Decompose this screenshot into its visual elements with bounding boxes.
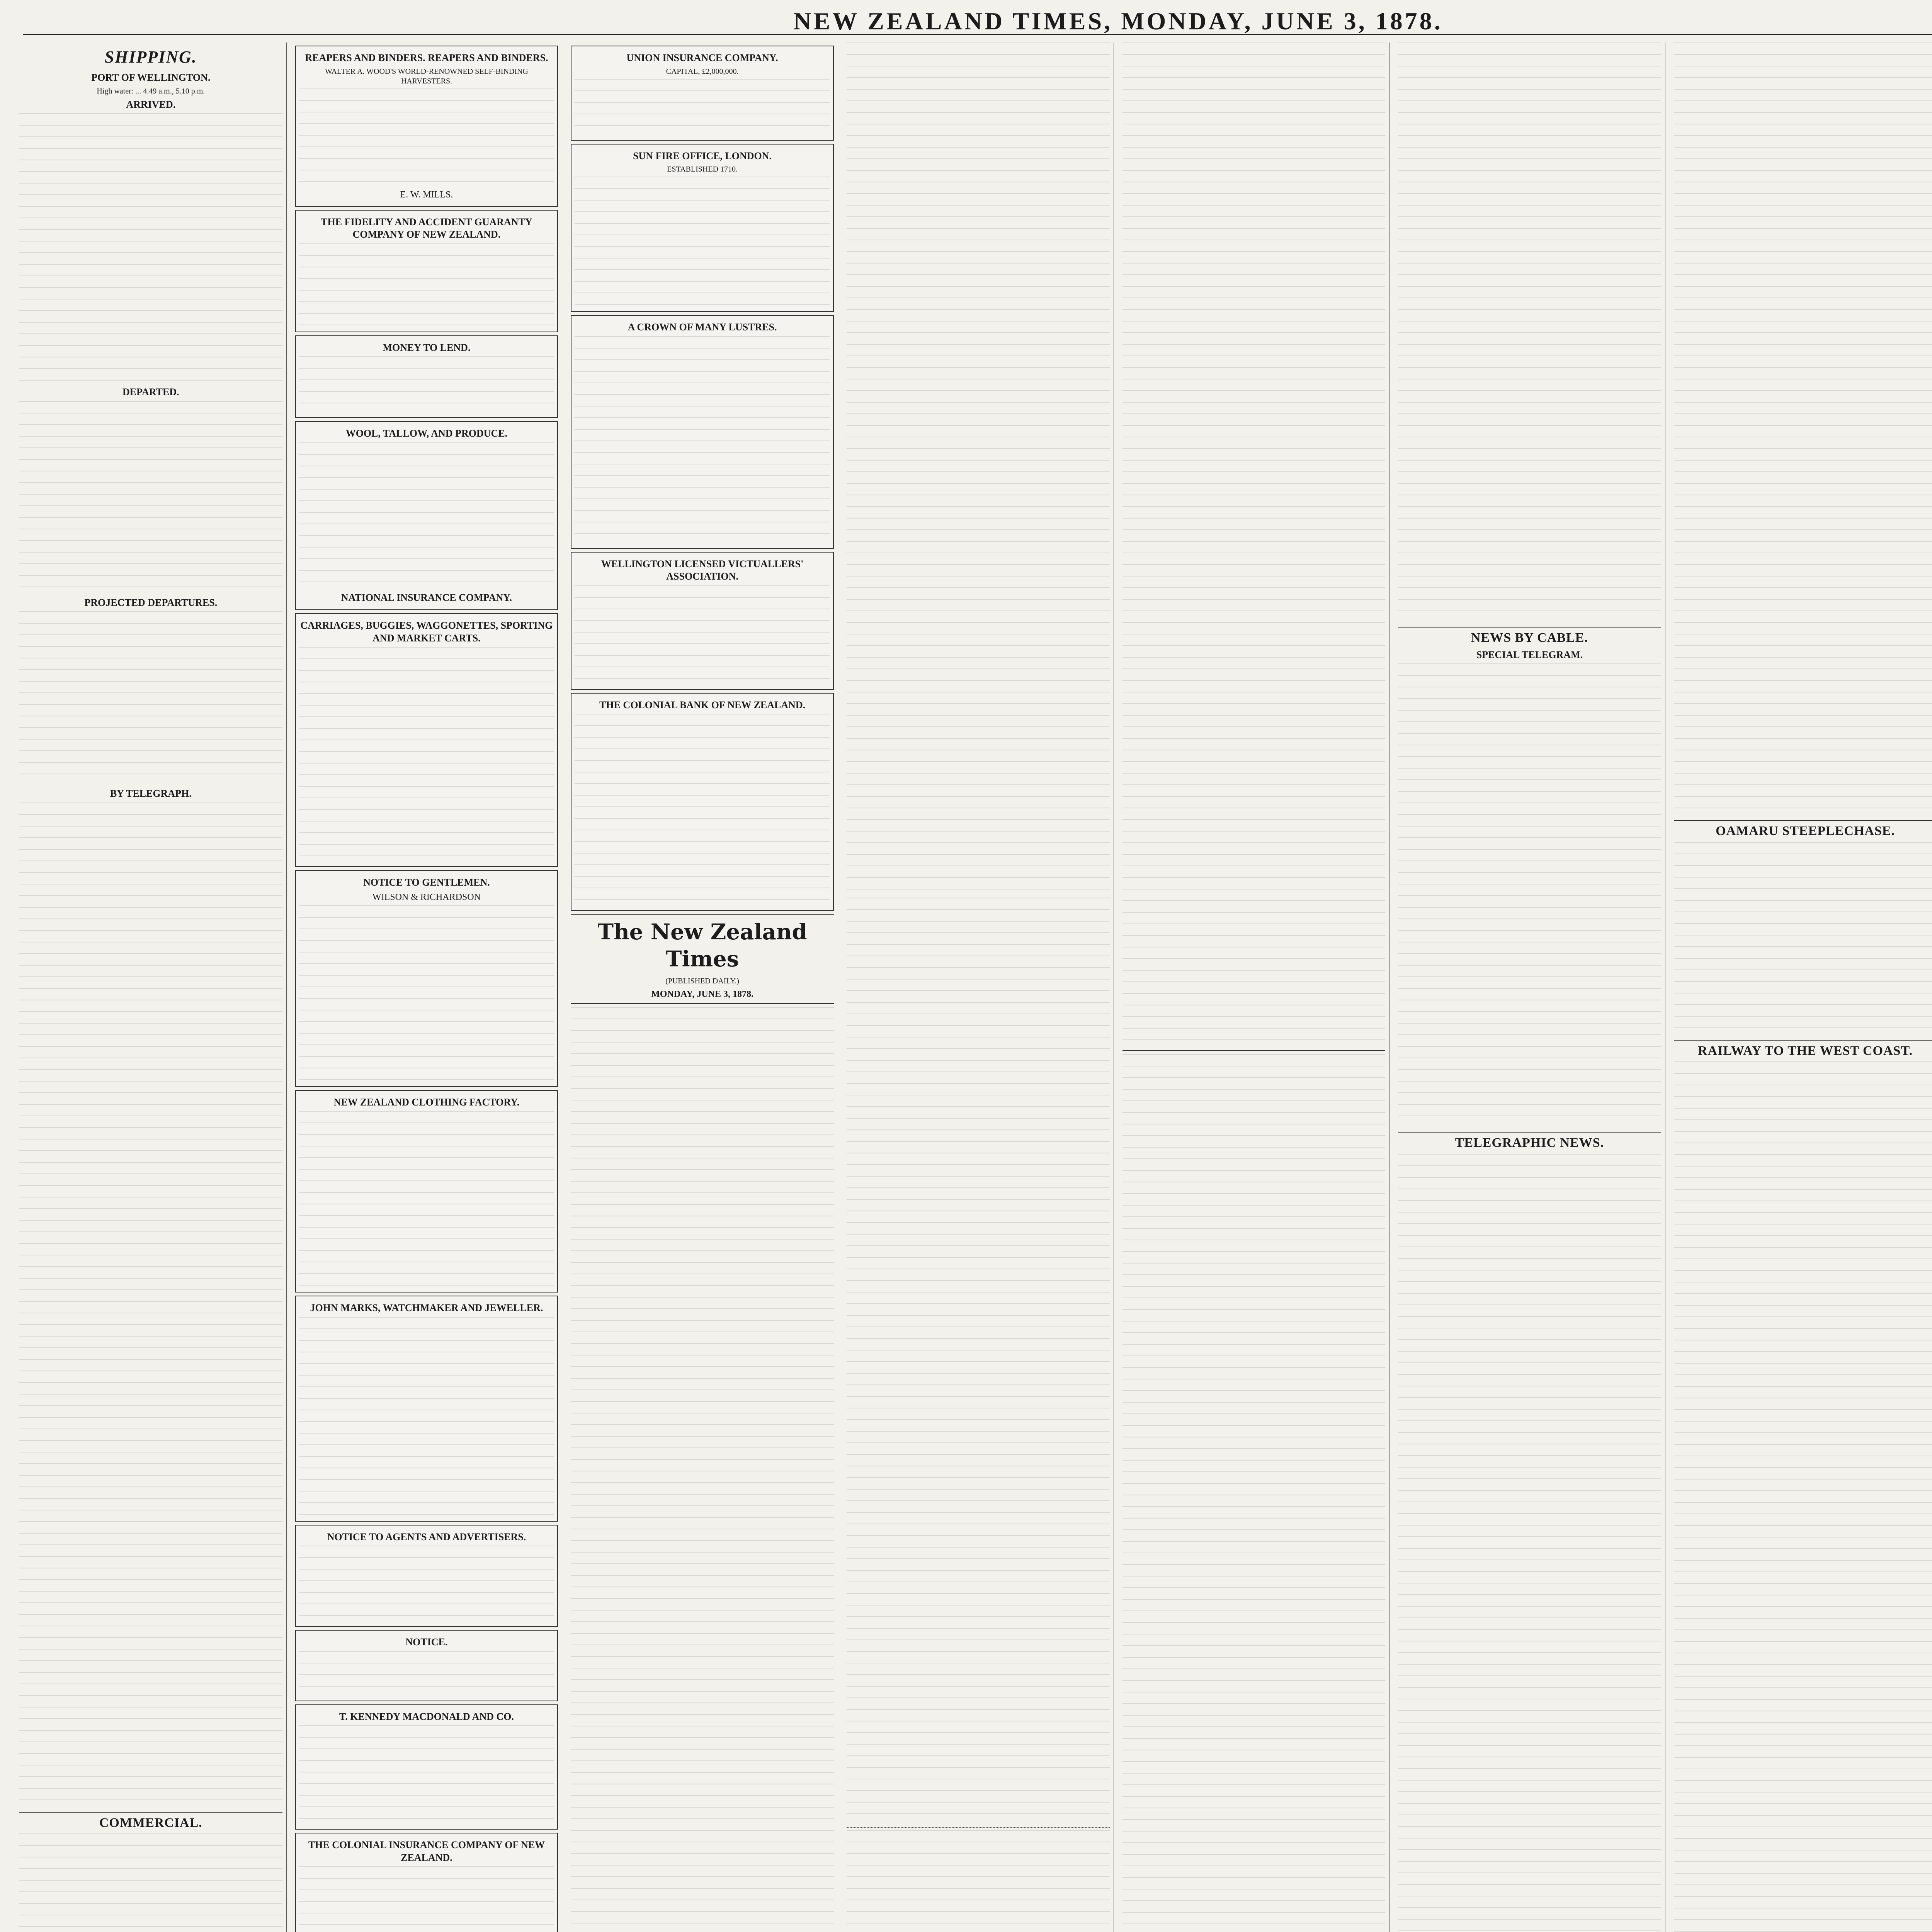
notice-agents-title: NOTICE TO AGENTS AND ADVERTISERS. [327,1531,526,1543]
money-text [299,356,554,414]
divider [571,1003,834,1004]
notice-title: NOTICE. [405,1636,448,1648]
local-news-block-5 [1398,43,1661,622]
union-title: UNION INSURANCE COMPANY. [626,52,778,63]
projected-text-block [19,611,282,785]
clothing-text [299,1111,554,1289]
arrived-heading: ARRIVED. [126,99,176,110]
commercial-heading: COMMERCIAL. [19,1812,282,1832]
telegraph-text-block [19,803,282,1807]
notice-gentlemen-text [299,905,554,1083]
telegraphic-news-block [1398,1154,1661,1932]
money-ad [295,335,558,418]
column-3 [571,43,838,1932]
macdonald-ad [295,1704,558,1830]
column-5 [1122,43,1390,1932]
clothing-title: NEW ZEALAND CLOTHING FACTORY. [333,1096,520,1108]
crown-title: A CROWN OF MANY LUSTRES. [628,321,777,333]
notice-text [299,1651,554,1697]
notice-gentlemen-title: NOTICE TO GENTLEMEN. [363,877,490,888]
oamaru-block [1674,842,1932,1035]
reapers-title: REAPERS AND BINDERS. REAPERS AND BINDERS. [305,52,548,63]
arrived-text-block [19,113,282,384]
editorial-text-block [571,1007,834,1932]
watchmaker-title: JOHN MARKS, WATCHMAKER AND JEWELLER. [310,1302,543,1313]
fidelity-title: THE FIDELITY AND ACCIDENT GUARANTY COMPANY OF NEW ZEALAND. [321,216,532,240]
special-telegram-heading: SPECIAL TELEGRAM. [1476,649,1583,660]
money-title: MONEY TO LEND. [383,342,471,353]
divider [1122,1050,1386,1051]
colonial-insurance-ad [295,1833,558,1932]
departed-text-block [19,401,282,594]
local-news-block-3 [1122,43,1386,1047]
fidelity-text [299,243,554,328]
colonial-bank-title: THE COLONIAL BANK OF NEW ZEALAND. [599,699,806,711]
local-news-block [847,898,1110,1825]
sun-fire-ad [571,144,834,312]
carriages-title: CARRIAGES, BUGGIES, WAGGONETTES, SPORTING AND MARKET CARTS. [300,620,553,644]
carriages-ad [295,613,558,867]
clothing-ad [295,1090,558,1293]
licensed-title: WELLINGTON LICENSED VICTUALLERS' ASSOCIATION. [601,558,804,582]
colonial-bank-text [575,714,830,907]
paper-nameplate: The New Zealand Times [597,919,807,972]
oamaru-heading: OAMARU STEEPLECHASE. [1674,820,1932,840]
column-1 [19,43,287,1932]
editorial-continued [847,43,1110,893]
notice-ad [295,1630,558,1701]
watchmaker-ad [295,1296,558,1522]
notice-agents-ad [295,1525,558,1627]
divider [571,914,834,915]
carriages-text [299,647,554,863]
shipping-heading: SHIPPING. [104,48,197,66]
editorial-dateline: MONDAY, JUNE 3, 1878. [651,989,754,999]
telegraphic-continued [1674,43,1932,815]
sun-fire-title: SUN FIRE OFFICE, LONDON. [633,150,772,162]
sun-fire-established: ESTABLISHED 1710. [667,165,738,173]
commercial-text-block [19,1833,282,1932]
divider [847,1827,1110,1828]
reapers-text [299,88,554,189]
union-insurance-ad [571,46,834,141]
departed-heading: DEPARTED. [122,386,179,398]
cable-news-block [1398,663,1661,1127]
crown-ad [571,315,834,549]
telegraph-heading: BY TELEGRAPH. [110,788,192,799]
licensed-text [575,585,830,686]
local-news-block-2 [847,1830,1110,1932]
projected-heading: PROJECTED DEPARTURES. [84,597,218,608]
column-6 [1398,43,1665,1932]
local-news-block-4 [1122,1054,1386,1932]
wool-ad [295,421,558,610]
wool-text [299,442,554,589]
column-2 [295,43,563,1932]
crown-text [575,336,830,545]
national-title: NATIONAL INSURANCE COMPANY. [341,592,512,603]
newspaper-title: NEW ZEALAND TIMES, MONDAY, JUNE 3, 1878. [793,7,1443,35]
high-water: High water: ... 4.49 a.m., 5.10 p.m. [97,87,205,95]
masthead [23,7,1932,35]
colonial-bank-ad [571,693,834,911]
union-text [575,79,830,137]
published-daily: (PUBLISHED DAILY.) [665,977,740,985]
colonial-insurance-text [299,1866,554,1932]
notice-gentlemen-ad [295,870,558,1087]
reapers-ad [295,46,558,207]
fidelity-ad [295,210,558,332]
watchmaker-text [299,1317,554,1518]
sun-fire-text [575,177,830,308]
walter-wood-title: WALTER A. WOOD'S WORLD-RENOWNED SELF-BINDING HARVESTERS. [325,67,528,85]
column-4 [847,43,1114,1932]
union-capital: CAPITAL, £2,000,000. [666,67,739,76]
wool-title: WOOL, TALLOW, AND PRODUCE. [345,428,508,439]
macdonald-text [299,1725,554,1826]
port-heading: PORT OF WELLINGTON. [91,72,211,83]
licensed-victuallers-ad [571,552,834,690]
railway-heading: RAILWAY TO THE WEST COAST. [1674,1040,1932,1060]
macdonald-title: T. KENNEDY MACDONALD AND CO. [339,1711,514,1722]
telegraphic-news-heading: TELEGRAPHIC NEWS. [1398,1132,1661,1151]
notice-agents-text [299,1546,554,1623]
news-by-cable-heading: NEWS BY CABLE. [1398,627,1661,646]
railway-letter-block [1674,1061,1932,1932]
column-7 [1674,43,1932,1932]
mills-name: E. W. MILLS. [400,189,453,200]
page-grid [19,43,1932,1932]
colonial-insurance-title: THE COLONIAL INSURANCE COMPANY OF NEW ZEALAND. [308,1839,545,1863]
wilson-name: WILSON & RICHARDSON [372,892,481,902]
